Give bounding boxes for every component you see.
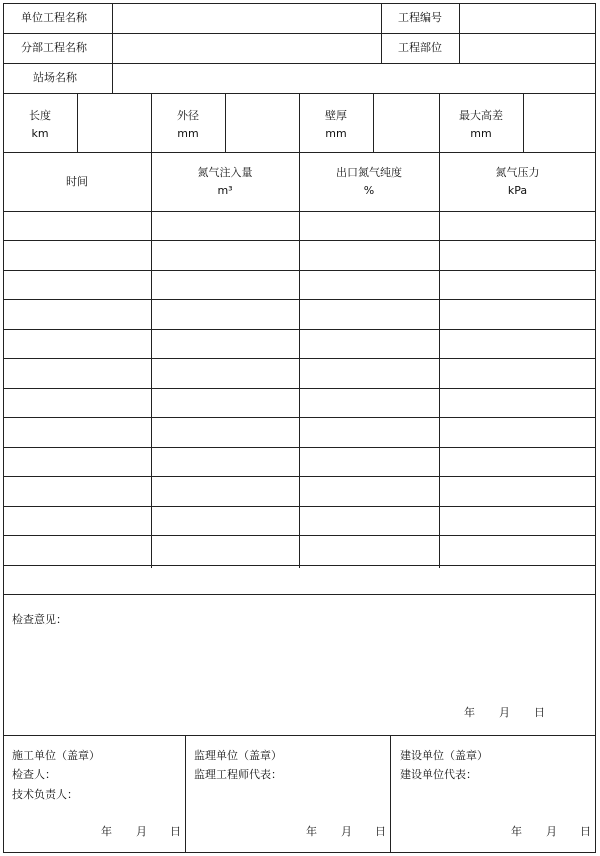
owner-date-year: 年 [511, 825, 522, 838]
station-name-field[interactable] [113, 64, 595, 93]
wall-thickness-unit: mm [325, 127, 347, 140]
inspection-date-day: 日 [534, 706, 545, 719]
column-header-nitrogen-pressure: 氮气压力 [495, 166, 540, 179]
inspection-opinion-label: 检查意见： [12, 613, 67, 626]
project-section-field[interactable] [460, 34, 595, 63]
project-number-label: 工程编号 [398, 11, 442, 24]
supervision-unit-label: 监理单位（盖章） [194, 749, 282, 762]
construction-unit-label: 施工单位（盖章） [12, 749, 100, 762]
supervision-date-year: 年 [306, 825, 317, 838]
sub-project-name-field[interactable] [113, 34, 380, 63]
construction-tech-lead-label: 技术负责人： [12, 788, 78, 801]
inspection-date-year: 年 [464, 706, 475, 719]
row-divider [3, 417, 596, 418]
column-header-nitrogen-pressure-unit: kPa [507, 184, 528, 197]
construction-date-day: 日 [170, 825, 181, 838]
owner-representative-label: 建设单位代表： [400, 768, 477, 781]
row-divider [3, 594, 596, 595]
supervision-date-month: 月 [341, 825, 352, 838]
row-divider [3, 476, 596, 477]
wall-thickness-label: 壁厚 [325, 109, 347, 122]
length-unit: km [31, 127, 49, 140]
sub-project-name-label: 分部工程名称 [21, 41, 87, 54]
construction-date-year: 年 [101, 825, 112, 838]
row-divider [3, 447, 596, 448]
row-divider [3, 388, 596, 389]
outer-diameter-unit: mm [177, 127, 199, 140]
length-field[interactable] [78, 94, 150, 152]
row-divider [3, 535, 596, 536]
column-header-nitrogen-injection: 氮气注入量 [197, 166, 253, 179]
row-divider [3, 270, 596, 271]
max-elevation-diff-label: 最大高差 [459, 109, 503, 122]
inspection-date-month: 月 [499, 706, 510, 719]
row-divider [3, 506, 596, 507]
max-elevation-diff-field[interactable] [524, 94, 595, 152]
owner-date-day: 日 [580, 825, 591, 838]
row-divider [3, 358, 596, 359]
outer-diameter-label: 外径 [177, 109, 199, 122]
supervision-date-day: 日 [375, 825, 386, 838]
station-name-label: 站场名称 [33, 71, 77, 84]
row-divider [3, 565, 596, 566]
divider [439, 93, 440, 568]
divider [299, 93, 300, 568]
project-number-field[interactable] [460, 4, 595, 33]
outer-diameter-field[interactable] [226, 94, 298, 152]
column-header-outlet-purity: 出口氮气纯度 [336, 166, 402, 179]
owner-unit-label: 建设单位（盖章） [400, 749, 488, 762]
divider [381, 3, 382, 63]
construction-inspector-label: 检查人： [12, 768, 56, 781]
unit-project-name-field[interactable] [113, 4, 380, 33]
divider [3, 735, 596, 736]
length-label: 长度 [29, 109, 51, 122]
row-divider [3, 299, 596, 300]
column-header-nitrogen-injection-unit: m³ [217, 184, 233, 197]
column-header-outlet-purity-unit: % [363, 184, 375, 197]
divider [3, 211, 596, 212]
row-divider [3, 240, 596, 241]
divider [390, 735, 391, 853]
supervision-engineer-label: 监理工程师代表： [194, 768, 282, 781]
divider [151, 93, 152, 568]
wall-thickness-field[interactable] [374, 94, 438, 152]
divider [185, 735, 186, 853]
owner-date-month: 月 [546, 825, 557, 838]
inspection-opinion-field[interactable] [12, 632, 587, 698]
unit-project-name-label: 单位工程名称 [21, 11, 87, 24]
project-section-label: 工程部位 [398, 41, 442, 54]
construction-date-month: 月 [136, 825, 147, 838]
max-elevation-diff-unit: mm [470, 127, 492, 140]
row-divider [3, 329, 596, 330]
column-header-time: 时间 [66, 175, 88, 188]
